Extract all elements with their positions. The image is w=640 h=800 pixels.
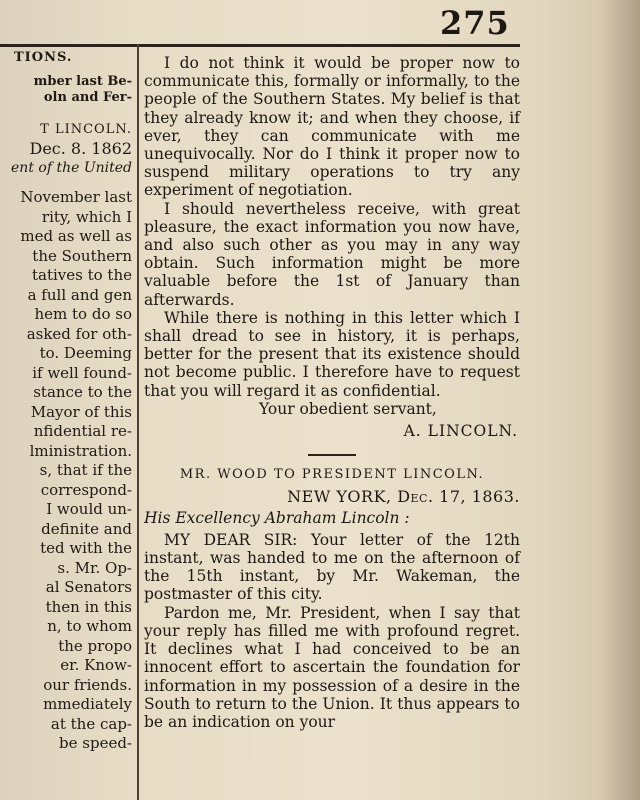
main-column: [144, 54, 520, 731]
left-column-line: ted with the: [40, 539, 132, 557]
left-column-line: n, to whom: [47, 617, 132, 635]
left-column-line: if well found-: [32, 363, 132, 382]
left-column-line: al Senators: [45, 578, 132, 596]
left-column-line: definite and: [41, 519, 132, 538]
left-column-line: correspond-: [40, 480, 132, 499]
page-number: 275: [440, 4, 510, 42]
left-column-subheader-2: oln and Fer-: [43, 89, 132, 105]
left-column-line: asked for oth-: [26, 324, 132, 343]
left-column-line: er. Know-: [60, 656, 132, 674]
page-edge-shadow: [600, 0, 640, 800]
left-column-line: the Southern: [32, 246, 132, 265]
left-column-line: I would un-: [46, 500, 132, 518]
left-column-signature: T LINCOLN.: [40, 121, 132, 137]
left-column: [0, 48, 132, 754]
left-column-line: s, that if the: [39, 461, 132, 479]
left-column-date: Dec. 8. 1862: [29, 139, 132, 158]
header-rule: [0, 44, 520, 47]
dateline: NEW YORK, Dec. 17, 1863.: [287, 487, 520, 507]
paragraph: Pardon me, Mr. President, when I say that your reply has filled me with profound regret. It declines what I had conceived to be an innocent effort to ascertain the foundation for information in my possession of a desire in the South to return to the Union. It thus appears to be an indication on your: [144, 603, 520, 731]
paragraph: While there is nothing in this letter which I shall dread to see in history, it is perhaps, better for the present that its existence should not become public. I therefore have to request that you will regard it as confidential.: [144, 308, 520, 400]
left-column-line: November last: [20, 188, 132, 206]
left-column-line: at the cap-: [50, 714, 132, 733]
left-column-line: tatives to the: [31, 266, 132, 284]
closing-line: Your obedient servant,: [259, 399, 437, 418]
left-column-header: TIONS.: [14, 50, 73, 65]
paragraph: I should nevertheless receive, with great pleasure, the exact information you now have, and also such other as you may in any way obtain. Such information might be more valuable before the 1st of January than afterwards.: [144, 199, 520, 309]
left-column-line: rity, which I: [41, 207, 132, 226]
left-column-line: lministration.: [29, 441, 132, 460]
left-column-line: a full and gen: [27, 285, 132, 304]
left-column-line: our friends.: [43, 675, 132, 694]
left-column-line: to. Deeming: [39, 344, 132, 362]
left-column-line: Mayor of this: [30, 402, 132, 421]
left-column-subheader-1: mber last Be-: [33, 73, 132, 89]
left-column-line: med as well as: [20, 227, 132, 245]
section-divider: [308, 454, 356, 456]
left-column-line: be speed-: [59, 734, 132, 752]
paragraph: I do not think it would be proper now to communicate this, formally or informally, to the people of the Southern States. My belief is that they already know it; and when they choose, if ever, they can communicate with me unequivocally. Nor do I think it proper now to suspend military operations to try any experiment of negotiation.: [144, 54, 520, 200]
left-column-italic-line: ent of the United: [11, 159, 132, 176]
salutation: His Excellency Abraham Lincoln :: [144, 508, 410, 527]
column-rule: [137, 44, 139, 800]
left-column-line: then in this: [45, 597, 132, 616]
left-column-line: stance to the: [33, 383, 132, 401]
left-column-line: the propo: [58, 636, 132, 655]
left-column-line: nfidential re-: [33, 422, 132, 440]
left-column-line: hem to do so: [34, 305, 132, 323]
left-column-body: [0, 188, 132, 754]
paragraph: MY DEAR SIR: Your letter of the 12th instant, was handed to me on the afternoon of the 15th instant, by Mr. Wakeman, the postmaster of this city.: [144, 530, 520, 604]
left-column-line: s. Mr. Op-: [57, 558, 132, 577]
section-heading: MR. WOOD TO PRESIDENT LINCOLN.: [179, 467, 485, 483]
left-column-line: mmediately: [43, 695, 132, 713]
letter-signature: A. LINCOLN.: [403, 422, 518, 441]
